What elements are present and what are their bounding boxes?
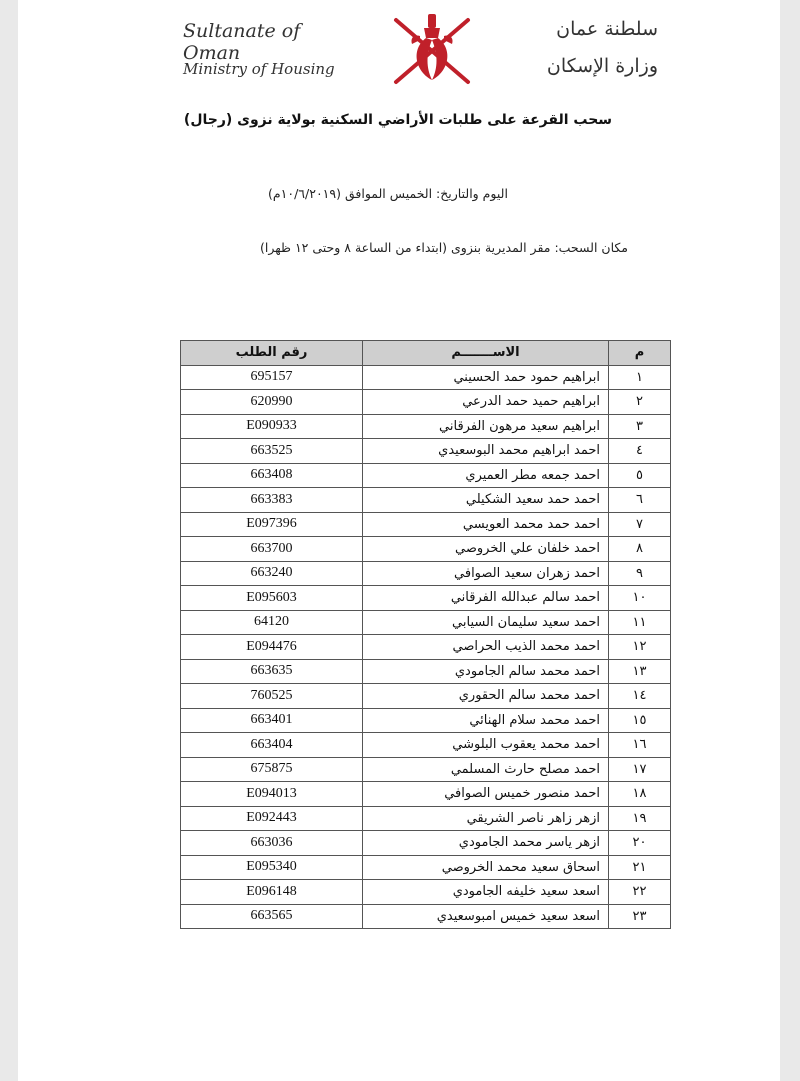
row-application-number: 663383 bbox=[181, 488, 363, 513]
row-name: احمد حمد محمد العويسي bbox=[363, 512, 609, 537]
row-name: احمد ابراهيم محمد البوسعيدي bbox=[363, 439, 609, 464]
row-number: ٢١ bbox=[609, 855, 671, 880]
table-row bbox=[181, 439, 671, 464]
row-name: احمد منصور خميس الصوافي bbox=[363, 782, 609, 807]
row-name: احمد محمد سلام الهنائي bbox=[363, 708, 609, 733]
row-number: ١٥ bbox=[609, 708, 671, 733]
header-application-number: رقم الطلب bbox=[181, 341, 363, 366]
table-row bbox=[181, 733, 671, 758]
row-application-number: 675875 bbox=[181, 757, 363, 782]
table-row bbox=[181, 365, 671, 390]
table-row bbox=[181, 586, 671, 611]
table-row bbox=[181, 855, 671, 880]
row-name: اسحاق سعيد محمد الخروصي bbox=[363, 855, 609, 880]
row-application-number: E095340 bbox=[181, 855, 363, 880]
document-title: سحب القرعة على طلبات الأراضي السكنية بولاية نزوى (رجال) bbox=[183, 112, 613, 128]
row-name: احمد سعيد سليمان السيابي bbox=[363, 610, 609, 635]
row-application-number: 663401 bbox=[181, 708, 363, 733]
row-application-number: E094013 bbox=[181, 782, 363, 807]
letterhead-arabic-ministry: وزارة الإسكان bbox=[546, 55, 658, 77]
row-number: ٢ bbox=[609, 390, 671, 415]
row-number: ١٨ bbox=[609, 782, 671, 807]
row-application-number: 663404 bbox=[181, 733, 363, 758]
table-row bbox=[181, 635, 671, 660]
row-name: احمد زهران سعيد الصوافي bbox=[363, 561, 609, 586]
letterhead-english-ministry: Ministry of Housing bbox=[183, 60, 335, 78]
row-number: ١٣ bbox=[609, 659, 671, 684]
row-application-number: 663240 bbox=[181, 561, 363, 586]
row-name: احمد جمعه مطر العميري bbox=[363, 463, 609, 488]
row-number: ٢٢ bbox=[609, 880, 671, 905]
row-application-number: 695157 bbox=[181, 365, 363, 390]
row-name: اسعد سعيد خليفه الجامودي bbox=[363, 880, 609, 905]
row-number: ١٦ bbox=[609, 733, 671, 758]
table-row bbox=[181, 414, 671, 439]
row-number: ١٠ bbox=[609, 586, 671, 611]
row-name: ازهر ياسر محمد الجامودي bbox=[363, 831, 609, 856]
row-application-number: E092443 bbox=[181, 806, 363, 831]
row-application-number: 663408 bbox=[181, 463, 363, 488]
row-number: ٥ bbox=[609, 463, 671, 488]
row-application-number: 663036 bbox=[181, 831, 363, 856]
row-application-number: 663635 bbox=[181, 659, 363, 684]
row-number: ٧ bbox=[609, 512, 671, 537]
row-number: ١٤ bbox=[609, 684, 671, 709]
table-row bbox=[181, 463, 671, 488]
applicants-table bbox=[180, 340, 671, 929]
row-name: ابراهيم حميد حمد الدرعي bbox=[363, 390, 609, 415]
row-number: ١١ bbox=[609, 610, 671, 635]
row-number: ١٩ bbox=[609, 806, 671, 831]
row-application-number: 663700 bbox=[181, 537, 363, 562]
row-application-number: E097396 bbox=[181, 512, 363, 537]
row-name: ازهر زاهر ناصر الشريقي bbox=[363, 806, 609, 831]
row-name: احمد سالم عبدالله الفرقاني bbox=[363, 586, 609, 611]
row-number: ٢٠ bbox=[609, 831, 671, 856]
table-row bbox=[181, 610, 671, 635]
row-name: احمد حمد سعيد الشكيلي bbox=[363, 488, 609, 513]
row-application-number: 64120 bbox=[181, 610, 363, 635]
row-name: اسعد سعيد خميس امبوسعيدي bbox=[363, 904, 609, 929]
table-header-row bbox=[181, 341, 671, 366]
header-name: الاســـــــم bbox=[363, 341, 609, 366]
row-application-number: E096148 bbox=[181, 880, 363, 905]
row-application-number: 663525 bbox=[181, 439, 363, 464]
row-number: ١٢ bbox=[609, 635, 671, 660]
oman-emblem-icon bbox=[386, 10, 478, 90]
table-row bbox=[181, 488, 671, 513]
document-page bbox=[18, 0, 780, 1081]
letterhead-english-country: Sultanate of Oman bbox=[183, 20, 301, 64]
table-row bbox=[181, 904, 671, 929]
row-application-number: E090933 bbox=[181, 414, 363, 439]
document-date-line: اليوم والتاريخ: الخميس الموافق (١٠/٦/٢٠١٩م) bbox=[268, 186, 508, 201]
document-place-line: مكان السحب: مقر المديرية بنزوى (ابتداء من الساعة ٨ وحتى ١٢ ظهرا) bbox=[260, 240, 628, 255]
letterhead-arabic-country: سلطنة عمان bbox=[556, 18, 658, 40]
row-name: احمد محمد الذيب الحراصي bbox=[363, 635, 609, 660]
row-name: احمد مصلح حارث المسلمي bbox=[363, 757, 609, 782]
row-application-number: 663565 bbox=[181, 904, 363, 929]
row-application-number: E094476 bbox=[181, 635, 363, 660]
table-row bbox=[181, 782, 671, 807]
row-name: ابراهيم سعيد مرهون الفرقاني bbox=[363, 414, 609, 439]
row-number: ٦ bbox=[609, 488, 671, 513]
table-row bbox=[181, 806, 671, 831]
row-application-number: 620990 bbox=[181, 390, 363, 415]
table-row bbox=[181, 708, 671, 733]
table-row bbox=[181, 684, 671, 709]
row-name: ابراهيم حمود حمد الحسيني bbox=[363, 365, 609, 390]
table-row bbox=[181, 831, 671, 856]
table-row bbox=[181, 659, 671, 684]
header-number: م bbox=[609, 341, 671, 366]
table-row bbox=[181, 512, 671, 537]
table-row bbox=[181, 880, 671, 905]
table-row bbox=[181, 390, 671, 415]
row-application-number: 760525 bbox=[181, 684, 363, 709]
row-name: احمد محمد سالم الحقوري bbox=[363, 684, 609, 709]
row-name: احمد خلفان علي الخروصي bbox=[363, 537, 609, 562]
row-number: ٢٣ bbox=[609, 904, 671, 929]
row-number: ٣ bbox=[609, 414, 671, 439]
row-number: ٤ bbox=[609, 439, 671, 464]
row-number: ١ bbox=[609, 365, 671, 390]
table-row bbox=[181, 561, 671, 586]
row-number: ٨ bbox=[609, 537, 671, 562]
row-number: ١٧ bbox=[609, 757, 671, 782]
table-row bbox=[181, 537, 671, 562]
row-name: احمد محمد سالم الجامودي bbox=[363, 659, 609, 684]
row-number: ٩ bbox=[609, 561, 671, 586]
row-application-number: E095603 bbox=[181, 586, 363, 611]
table-row bbox=[181, 757, 671, 782]
row-name: احمد محمد يعقوب البلوشي bbox=[363, 733, 609, 758]
